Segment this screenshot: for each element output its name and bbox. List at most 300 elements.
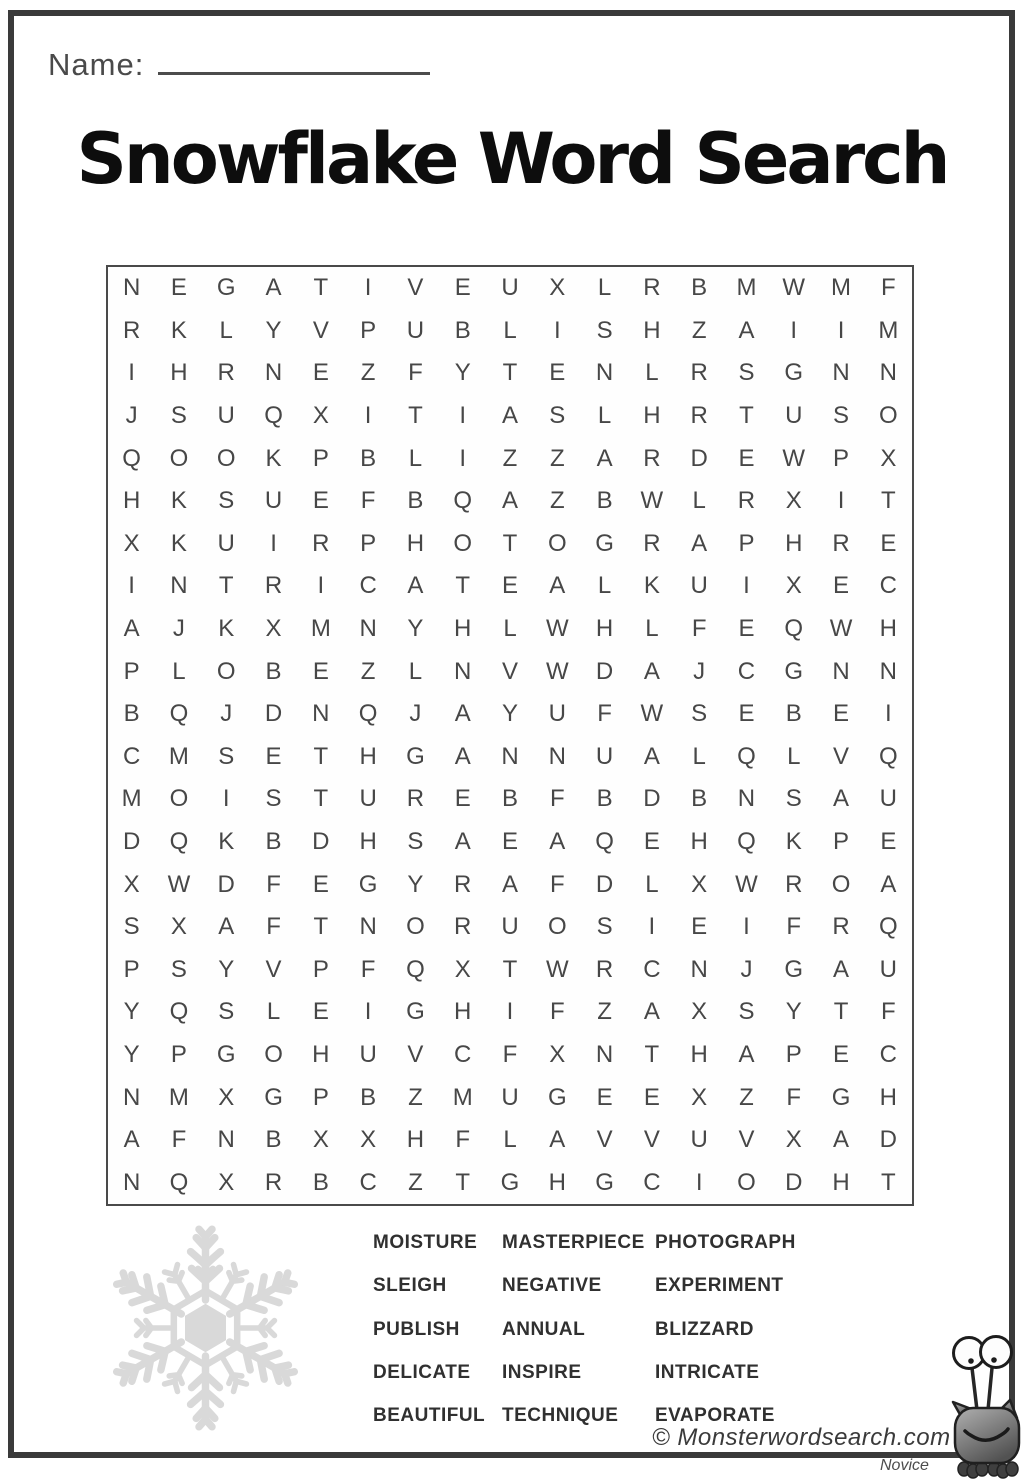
grid-letter: R <box>217 359 235 387</box>
grid-letter: B <box>454 316 471 344</box>
grid-letter: V <box>833 742 850 770</box>
grid-letter: E <box>454 785 471 813</box>
grid-letter: D <box>595 870 614 898</box>
grid-letter: X <box>360 1126 377 1154</box>
grid-letter: N <box>548 742 566 770</box>
grid-letter: C <box>359 1168 377 1196</box>
grid-letter: D <box>264 700 283 728</box>
grid-letter: E <box>312 870 329 898</box>
grid-letter: A <box>454 742 471 770</box>
grid-letter: H <box>454 615 472 643</box>
grid-letter: A <box>549 1126 566 1154</box>
grid-letter: H <box>122 487 141 515</box>
grid-letter: S <box>596 316 613 344</box>
grid-letter: U <box>690 1126 708 1154</box>
grid-letter: L <box>172 657 186 685</box>
grid-letter: E <box>833 1040 850 1068</box>
grid-letter: Q <box>879 913 898 941</box>
grid-letter: F <box>455 1126 471 1154</box>
grid-letter: F <box>360 487 376 515</box>
grid-letter: M <box>310 615 331 643</box>
grid-letter: O <box>216 444 236 472</box>
grid-letter: A <box>738 1040 755 1068</box>
grid-letter: B <box>785 700 802 728</box>
grid-letter: A <box>218 913 235 941</box>
grid-letter: N <box>359 913 377 941</box>
grid-letter: F <box>266 870 281 898</box>
grid-letter: P <box>738 529 755 557</box>
grid-letter: T <box>218 572 234 600</box>
grid-letter: M <box>168 742 189 770</box>
grid-letter: A <box>691 529 708 557</box>
grid-letter: R <box>785 870 803 898</box>
grid-letter: R <box>832 913 850 941</box>
grid-letter: E <box>549 359 566 387</box>
grid-letter: I <box>885 700 892 728</box>
grid-letter: I <box>506 998 514 1026</box>
grid-letter: C <box>879 572 898 600</box>
grid-letter: M <box>831 274 852 302</box>
grid-letter: I <box>317 572 325 600</box>
grid-letter: X <box>454 955 471 983</box>
grid-letter: B <box>501 785 518 813</box>
grid-letter: L <box>787 742 801 770</box>
grid-letter: I <box>459 444 467 472</box>
grid-letter: Y <box>218 955 235 983</box>
grid-letter: C <box>359 572 377 600</box>
grid-letter: V <box>407 1040 424 1068</box>
grid-letter: E <box>501 827 518 855</box>
grid-letter: Y <box>265 316 282 344</box>
grid-letter: I <box>743 913 750 941</box>
grid-letter: O <box>264 1040 283 1068</box>
grid-letter: T <box>502 359 518 387</box>
grid-letter: H <box>406 529 425 557</box>
grid-letter: M <box>736 274 757 302</box>
grid-letter: Q <box>264 402 283 430</box>
grid-letter: K <box>218 827 235 855</box>
grid-letter: I <box>553 316 561 344</box>
grid-letter: U <box>264 487 283 515</box>
grid-letter: P <box>170 1040 187 1068</box>
grid-letter: A <box>738 316 755 344</box>
grid-letter: V <box>596 1126 613 1154</box>
grid-letter: U <box>501 913 519 941</box>
grid-letter: I <box>790 316 798 344</box>
grid-letter: N <box>501 742 519 770</box>
grid-letter: R <box>406 785 425 813</box>
grid-letter: G <box>216 1040 236 1068</box>
grid-letter: A <box>833 955 850 983</box>
grid-letter: G <box>264 1083 283 1111</box>
grid-letter: U <box>217 529 235 557</box>
grid-letter: C <box>454 1040 472 1068</box>
grid-letter: Z <box>691 316 707 344</box>
grid-letter: E <box>312 998 329 1026</box>
grid-letter: E <box>738 700 755 728</box>
grid-letter: D <box>312 827 330 855</box>
grid-letter: W <box>545 657 569 685</box>
grid-letter: F <box>549 998 565 1026</box>
grid-letter: R <box>595 955 614 983</box>
grid-letter: R <box>312 529 330 557</box>
grid-letter: V <box>643 1126 660 1154</box>
grid-letter: C <box>737 657 756 685</box>
grid-letter: F <box>171 1126 187 1154</box>
grid-letter: E <box>738 615 755 643</box>
grid-letter: A <box>501 870 518 898</box>
grid-letter: S <box>785 785 802 813</box>
grid-letter: O <box>169 785 189 813</box>
grid-letter: E <box>643 1083 660 1111</box>
grid-letter: X <box>123 870 140 898</box>
grid-letter: N <box>264 359 283 387</box>
grid-letter: K <box>218 615 235 643</box>
grid-letter: U <box>690 572 708 600</box>
grid-letter: I <box>364 998 372 1026</box>
grid-letter: E <box>312 657 329 685</box>
grid-letter: A <box>549 572 566 600</box>
grid-letter: T <box>313 913 329 941</box>
grid-letter: A <box>833 1126 850 1154</box>
grid-letter: I <box>128 359 135 387</box>
grid-letter: B <box>596 785 613 813</box>
grid-letter: F <box>549 785 565 813</box>
grid-letter: E <box>170 274 187 302</box>
grid-letter: K <box>170 529 187 557</box>
grid-letter: F <box>266 913 281 941</box>
grid-letter: Q <box>122 444 141 472</box>
grid-letter: Z <box>408 1083 423 1111</box>
grid-letter: N <box>595 359 614 387</box>
grid-letter: L <box>692 487 706 515</box>
grid-letter: S <box>691 700 708 728</box>
grid-letter: N <box>690 955 708 983</box>
grid-letter: A <box>454 700 471 728</box>
grid-letter: F <box>786 913 802 941</box>
grid-letter: C <box>879 1040 898 1068</box>
grid-letter: T <box>833 998 849 1026</box>
grid-letter: G <box>358 870 378 898</box>
grid-letter: D <box>879 1126 898 1154</box>
grid-letter: F <box>597 700 612 728</box>
grid-letter: F <box>881 274 896 302</box>
grid-letter: G <box>547 1083 567 1111</box>
grid-letter: D <box>595 657 614 685</box>
grid-letter: P <box>833 444 850 472</box>
grid-letter: O <box>453 529 473 557</box>
grid-letter: K <box>785 827 802 855</box>
grid-letter: F <box>502 1040 518 1068</box>
grid-letter: E <box>643 827 660 855</box>
grid-letter: A <box>643 998 660 1026</box>
grid-letter: S <box>218 487 235 515</box>
grid-letter: X <box>312 1126 329 1154</box>
grid-letter: H <box>690 827 708 855</box>
grid-letter: K <box>643 572 660 600</box>
grid-letter: Z <box>360 657 376 685</box>
grid-letter: R <box>832 529 850 557</box>
name-blank-line <box>158 42 430 75</box>
grid-letter: H <box>643 402 661 430</box>
grid-letter: J <box>125 402 138 430</box>
word-list-column <box>373 1221 502 1437</box>
grid-letter: T <box>502 529 518 557</box>
grid-letter: Z <box>408 1168 423 1196</box>
grid-letter: J <box>693 657 706 685</box>
grid-letter: Z <box>597 998 612 1026</box>
grid-letter: V <box>501 657 518 685</box>
grid-letter: B <box>265 657 282 685</box>
grid-letter: B <box>265 1126 282 1154</box>
grid-letter: L <box>692 742 706 770</box>
word-list-item: BLIZZARD <box>655 1318 754 1340</box>
grid-letter: X <box>785 1126 802 1154</box>
grid-letter: E <box>833 572 850 600</box>
grid-letter: W <box>545 615 569 643</box>
grid-letter: X <box>312 402 329 430</box>
name-label: Name: <box>48 47 145 82</box>
grid-letter: B <box>691 274 708 302</box>
grid-letter: E <box>312 359 329 387</box>
grid-letter: Q <box>784 615 804 643</box>
word-list-item: PUBLISH <box>373 1318 460 1340</box>
grid-letter: H <box>879 1083 898 1111</box>
grid-letter: X <box>691 870 708 898</box>
grid-letter: F <box>691 615 707 643</box>
grid-letter: U <box>359 785 377 813</box>
grid-letter: V <box>312 316 329 344</box>
grid-letter: L <box>503 316 517 344</box>
grid-letter: B <box>596 487 613 515</box>
grid-letter: S <box>218 998 235 1026</box>
grid-letter: I <box>270 529 277 557</box>
grid-letter: S <box>218 742 235 770</box>
grid-letter: N <box>832 359 850 387</box>
grid-letter: G <box>831 1083 851 1111</box>
grid-letter: P <box>360 529 377 557</box>
grid-letter: Y <box>123 1040 140 1068</box>
grid-letter: N <box>122 274 141 302</box>
grid-letter: W <box>735 870 758 898</box>
grid-letter: R <box>643 444 661 472</box>
grid-letter: E <box>454 274 471 302</box>
grid-letter: L <box>645 359 659 387</box>
grid-letter: Z <box>502 444 518 472</box>
grid-letter: P <box>360 316 377 344</box>
grid-letter: I <box>837 316 845 344</box>
grid-letter: G <box>784 657 804 685</box>
grid-letter: I <box>837 487 845 515</box>
grid-letter: L <box>503 615 517 643</box>
grid-letter: Q <box>169 827 189 855</box>
grid-letter: F <box>549 870 565 898</box>
grid-letter: H <box>359 827 377 855</box>
monster-mascot-icon <box>938 1328 1024 1479</box>
name-row <box>48 42 430 83</box>
grid-letter: M <box>878 316 899 344</box>
grid-letter: O <box>831 870 851 898</box>
grid-letter: L <box>597 274 612 302</box>
grid-letter: S <box>170 955 187 983</box>
word-list-item: INSPIRE <box>502 1361 582 1383</box>
grid-letter: R <box>643 529 661 557</box>
grid-letter: H <box>690 1040 708 1068</box>
grid-letter: Z <box>549 444 565 472</box>
grid-letter: I <box>648 913 656 941</box>
grid-letter: R <box>122 316 141 344</box>
grid-letter: A <box>596 444 613 472</box>
grid-letter: D <box>785 1168 803 1196</box>
grid-letter: H <box>170 359 188 387</box>
grid-letter: B <box>691 785 708 813</box>
grid-letter: N <box>359 615 377 643</box>
grid-letter: E <box>501 572 518 600</box>
grid-letter: S <box>549 402 566 430</box>
word-list-item: MOISTURE <box>373 1232 478 1253</box>
grid-letter: G <box>216 274 236 302</box>
copyright-text: © Monsterwordsearch.com <box>652 1424 951 1451</box>
grid-letter: A <box>454 827 471 855</box>
grid-letter: E <box>880 529 897 557</box>
grid-letter: F <box>360 955 376 983</box>
grid-letter: T <box>408 402 423 430</box>
difficulty-level: Novice <box>880 1457 929 1474</box>
grid-letter: G <box>500 1168 520 1196</box>
grid-letter: H <box>643 316 661 344</box>
grid-letter: H <box>454 998 472 1026</box>
grid-letter: B <box>123 700 140 728</box>
grid-letter: X <box>170 913 187 941</box>
grid-letter: G <box>784 359 804 387</box>
grid-letter: A <box>549 827 566 855</box>
word-list-item: ANNUAL <box>502 1318 586 1340</box>
grid-letter: F <box>881 998 896 1026</box>
grid-letter: S <box>738 359 755 387</box>
grid-letter: J <box>740 955 753 983</box>
grid-letter: S <box>833 402 850 430</box>
grid-letter: P <box>312 955 329 983</box>
grid-letter: L <box>645 870 659 898</box>
word-list-item: TECHNIQUE <box>502 1405 619 1427</box>
grid-letter: B <box>312 1168 329 1196</box>
grid-letter: N <box>832 657 850 685</box>
grid-letter: X <box>691 998 708 1026</box>
grid-letter: L <box>266 998 281 1026</box>
grid-letter: W <box>829 615 853 643</box>
grid-letter: D <box>217 870 235 898</box>
grid-letter: S <box>123 913 140 941</box>
grid-letter: N <box>312 700 330 728</box>
grid-letter: I <box>695 1168 703 1196</box>
snowflake-icon <box>103 1222 308 1434</box>
grid-letter: W <box>545 955 569 983</box>
grid-letter: T <box>455 572 471 600</box>
grid-letter: B <box>407 487 424 515</box>
grid-letter: C <box>122 742 141 770</box>
grid-letter: L <box>597 572 612 600</box>
grid-letter: R <box>690 359 708 387</box>
grid-letter: R <box>454 913 472 941</box>
grid-letter: S <box>596 913 613 941</box>
grid-letter: N <box>170 572 188 600</box>
grid-letter: D <box>122 827 141 855</box>
grid-letter: A <box>123 1126 140 1154</box>
grid-letter: T <box>313 742 329 770</box>
grid-letter: Q <box>595 827 614 855</box>
grid-letter: I <box>743 572 750 600</box>
grid-letter: T <box>313 785 329 813</box>
grid-letter: H <box>879 615 898 643</box>
grid-letter: S <box>738 998 755 1026</box>
grid-letter: N <box>879 359 898 387</box>
word-search-grid <box>106 265 914 1206</box>
word-list-item: INTRICATE <box>655 1361 760 1383</box>
grid-letter: X <box>265 615 282 643</box>
grid-letter: N <box>122 1168 141 1196</box>
grid-letter: W <box>167 870 191 898</box>
grid-letter: T <box>455 1168 471 1196</box>
grid-letter: V <box>407 274 424 302</box>
grid-letter: L <box>597 402 612 430</box>
grid-letter: K <box>265 444 282 472</box>
grid-letter: R <box>690 402 708 430</box>
grid-letter: O <box>169 444 189 472</box>
word-list-item: DELICATE <box>373 1361 471 1383</box>
grid-letter: G <box>595 1168 614 1196</box>
grid-letter: Q <box>358 700 378 728</box>
word-list <box>373 1221 796 1437</box>
grid-letter: Q <box>169 1168 189 1196</box>
grid-letter: N <box>879 657 898 685</box>
grid-letter: I <box>364 274 372 302</box>
grid-letter: A <box>643 657 660 685</box>
grid-letter: O <box>406 913 425 941</box>
grid-letter: R <box>643 274 661 302</box>
grid-letter: R <box>737 487 756 515</box>
grid-letter: F <box>408 359 423 387</box>
grid-letter: E <box>312 487 329 515</box>
grid-letter: J <box>220 700 233 728</box>
grid-letter: A <box>123 615 140 643</box>
grid-letter: X <box>880 444 897 472</box>
grid-letter: O <box>547 913 567 941</box>
grid-letter: Q <box>406 955 425 983</box>
grid-letter: X <box>549 274 566 302</box>
grid-letter: U <box>879 955 898 983</box>
word-list-item: EVAPORATE <box>655 1405 775 1427</box>
grid-letter: Q <box>169 700 189 728</box>
word-list-column <box>502 1221 655 1437</box>
grid-letter: U <box>359 1040 377 1068</box>
grid-letter: O <box>216 657 236 685</box>
grid-letter: W <box>782 274 806 302</box>
grid-letter: X <box>218 1083 235 1111</box>
grid-letter: M <box>121 785 142 813</box>
grid-letter: Z <box>549 487 565 515</box>
grid-letter: N <box>454 657 472 685</box>
grid-letter: B <box>265 827 282 855</box>
grid-letter: Y <box>785 998 802 1026</box>
grid-letter: H <box>785 529 803 557</box>
grid-letter: V <box>265 955 282 983</box>
grid-letter: D <box>643 785 661 813</box>
grid-letter: X <box>218 1168 235 1196</box>
grid-letter: U <box>501 274 519 302</box>
grid-letter: P <box>833 827 850 855</box>
grid-letter: T <box>881 1168 896 1196</box>
grid-letter: M <box>168 1083 189 1111</box>
